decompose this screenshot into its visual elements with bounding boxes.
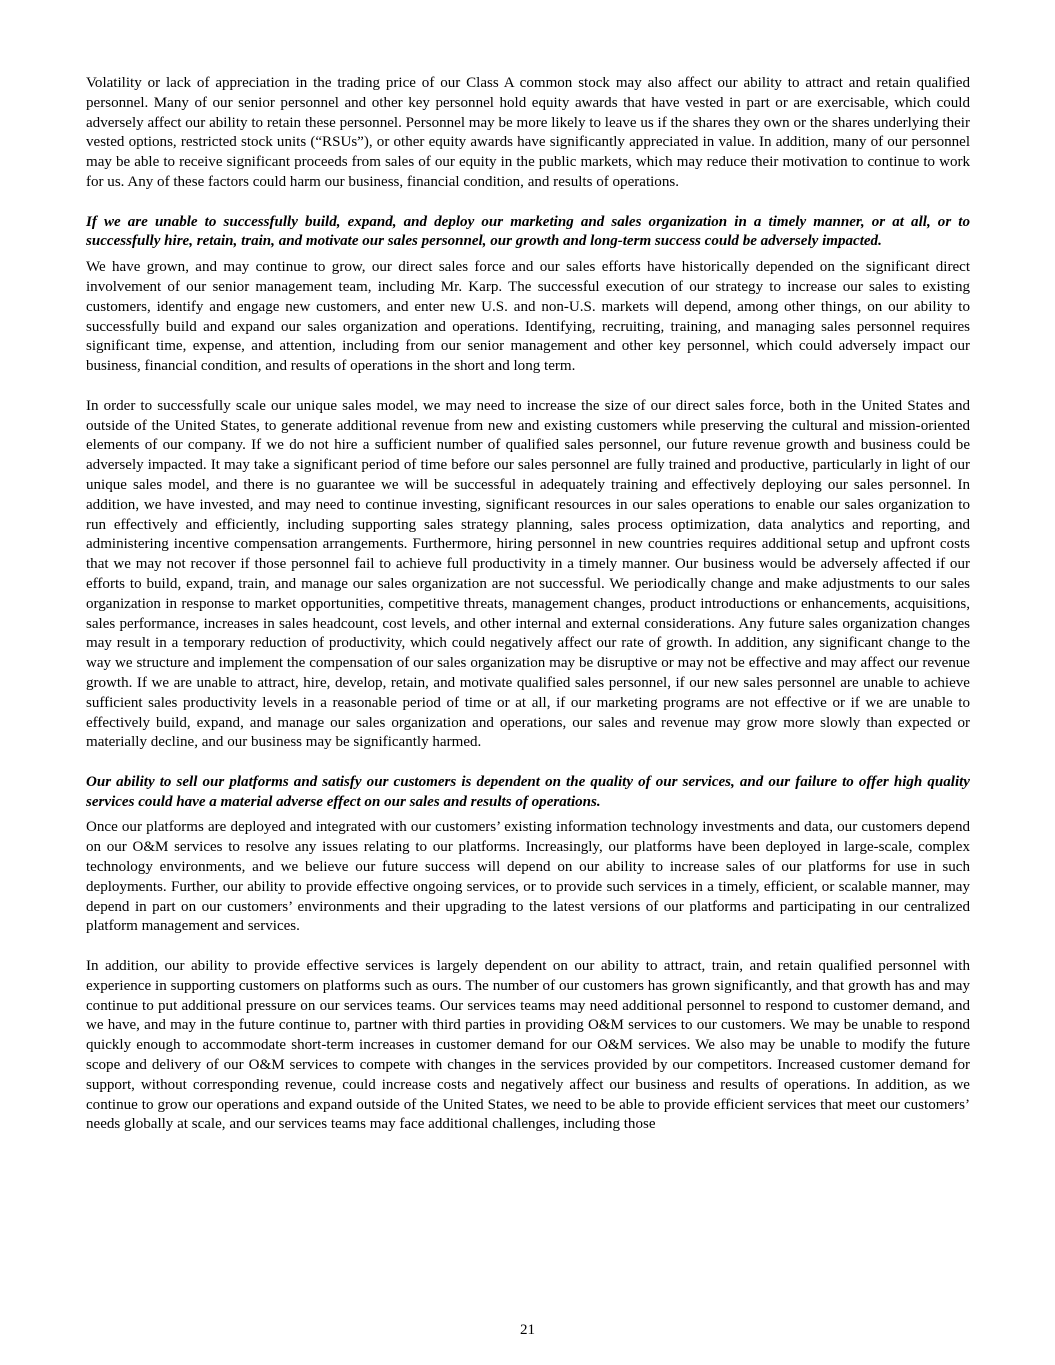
paragraph-services-personnel: In addition, our ability to provide effective services is largely dependent on our ability to attract, train, and retain qualified personnel with experience in supporting customers on platforms such as ours. The number of our customers has grown significantly, and that growth has and may continue to put additional pressure on our services teams. Our services teams may need additional personnel to respond to customer demand, and we have, and may in the future continue to, partner with third parties in providing O&M services to our customers. We may be unable to respond quickly enough to accommodate short-term increases in customer demand for our O&M services. We also may be unable to modify the future scope and delivery of our O&M services to compete with changes in the services provided by our competitors. Increased customer demand for support, without corresponding revenue, could increase costs and negatively affect our business and results of operations. In addition, as we continue to grow our operations and expand outside of the United States, we need to be able to provide efficient services that meet our customers’ needs globally at scale, and our services teams may face additional challenges, including those: [86, 958, 970, 1133]
spacer: [86, 753, 970, 773]
page-number: 21: [519, 1322, 536, 1338]
heading-services-quality: Our ability to sell our platforms and satisfy our customers is dependent on the quality of our services, and our failure to offer high quality services could have a material adverse effect on our sales and results of operations.: [86, 773, 970, 810]
heading-sales-organization: If we are unable to successfully build, expand, and deploy our marketing and sales organization in a timely manner, or at all, or to successfully hire, retain, train, and motivate our sales personnel, our growth and long-term success could be adversely impacted.: [86, 213, 970, 250]
paragraph-om-services: Once our platforms are deployed and integrated with our customers’ existing information technology investments and data, our customers depend on our O&M services to resolve any issues relating to our platforms. Increasingly, our platforms have been deployed in large-scale, complex technology environments, and we believe our future success will depend on our ability to increase sales of our platforms for use in such deployments. Further, our ability to provide effective ongoing services, or to provide such services in a timely, efficient, or scalable manner, may depend in part on our customers’ environments and their upgrading to the latest versions of our platforms and participating in our centralized platform management and services.: [86, 819, 970, 935]
document-body: [86, 74, 970, 1135]
paragraph-scale-sales-model: In order to successfully scale our unique sales model, we may need to increase the size of our direct sales force, both in the United States and outside of the United States, to generate additional revenue from new and existing customers while preserving the cultural and mission-oriented elements of our company. If we do not hire a sufficient number of qualified sales personnel, our future revenue growth and business could be adversely impacted. It may take a significant period of time before our sales personnel are fully trained and productive, particularly in light of our unique sales model, and there is no guarantee we will be successful in adequately training and effectively deploying our sales personnel. In addition, we have invested, and may need to continue investing, significant resources in our sales operations to enable our sales organization to run effectively and efficiently, including supporting sales strategy planning, sales process optimization, data analytics and reporting, and administering incentive compensation arrangements. Furthermore, hiring personnel in new countries requires additional setup and upfront costs that we may not recover if those personnel fail to achieve full productivity in a timely manner. Our business would be adversely affected if our efforts to build, expand, train, and manage our sales organization are not successful. We periodically change and make adjustments to our sales organization in response to market opportunities, competitive threats, management changes, product introductions or enhancements, acquisitions, sales performance, increases in sales headcount, cost levels, and other internal and external considerations. Any future sales organization changes may result in a temporary reduction of productivity, which could negatively affect our rate of growth. In addition, any significant change to the way we structure and implement the compensation of our sales organization may be disruptive or may not be effective and may affect our revenue growth. If we are unable to attract, hire, develop, retain, and motivate qualified sales personnel, if our new sales personnel are unable to achieve sufficient sales productivity levels in a reasonable period of time or at all, if our marketing programs are not effective or if we are unable to effectively build, expand, and manage our sales organization and operations, our sales and revenue may grow more slowly than expected or materially decline, and our business may be significantly harmed.: [86, 397, 970, 751]
paragraph-direct-sales-force: We have grown, and may continue to grow, our direct sales force and our sales efforts have historically depended on the significant direct involvement of our senior management team, including Mr. Karp. The successful execution of our strategy to increase our sales to existing customers, identify and engage new customers, and enter new U.S. and non-U.S. markets will depend, among other things, on our ability to successfully build and expand our sales organization and operations. Identifying, recruiting, training, and managing sales personnel requires significant time, expense, and attention, including from our senior management and other key personnel, which could adversely impact our business, financial condition, and results of operations in the short and long term.: [86, 259, 970, 375]
spacer: [86, 377, 970, 397]
paragraph-equity-retention: Volatility or lack of appreciation in the trading price of our Class A common stock may also affect our ability to attract and retain qualified personnel. Many of our senior personnel and other key personnel hold equity awards that have vested in part or are exercisable, which could adversely affect our ability to retain these personnel. Personnel may be more likely to leave us if the shares they own or the shares underlying their vested options, restricted stock units (“RSUs”), or other equity awards have significantly appreciated in value. In addition, many of our personnel may be able to receive significant proceeds from sales of our equity in the public markets, which may reduce their motivation to continue to work for us. Any of these factors could harm our business, financial condition, and results of operations.: [86, 75, 970, 190]
spacer: [86, 193, 970, 213]
spacer: [86, 937, 970, 957]
